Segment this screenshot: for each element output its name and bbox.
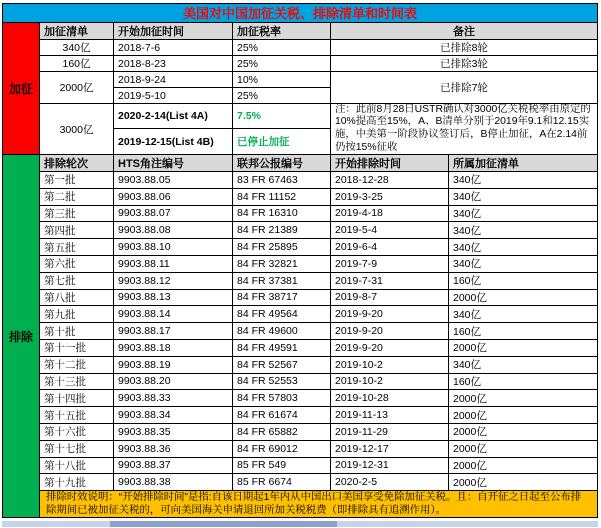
cell-fr: 84 FR 38717 <box>233 290 330 306</box>
cell-fr: 84 FR 16310 <box>233 206 330 222</box>
cell-list: 340亿 <box>449 357 597 373</box>
cell-fr: 84 FR 25895 <box>233 239 330 255</box>
cell-fr: 84 FR 52553 <box>233 374 330 390</box>
cell-list: 2000亿 <box>449 474 597 490</box>
col-header-tariff-start: 开始加征时间 <box>114 23 232 39</box>
cell-list: 160亿 <box>449 273 597 289</box>
cell-note-160: 已排除3轮 <box>331 56 597 71</box>
col-header-round: 排除轮次 <box>40 155 113 171</box>
cell-rate-340: 25% <box>233 40 330 55</box>
cell-list: 2000亿 <box>449 290 597 306</box>
cell-hts: 9903.88.05 <box>114 172 232 188</box>
cell-fr: 84 FR 37381 <box>233 273 330 289</box>
cell-date-2000-2: 2019-5-10 <box>114 88 232 103</box>
cell-date-3000-list4a: 2020-2-14(List 4A) <box>114 104 232 128</box>
exclusion-sidebar: 排除 <box>3 155 39 517</box>
cell-hts: 9903.88.13 <box>114 290 232 306</box>
cell-hts: 9903.88.20 <box>114 374 232 390</box>
cell-round: 第十八批 <box>40 458 113 474</box>
cell-hts: 9903.88.35 <box>114 424 232 440</box>
cell-date: 2019-10-2 <box>331 374 448 390</box>
cell-fr: 84 FR 69012 <box>233 441 330 457</box>
cell-round: 第八批 <box>40 290 113 306</box>
cell-round: 第四批 <box>40 222 113 238</box>
cell-round: 第十批 <box>40 323 113 339</box>
cell-round: 第十七批 <box>40 441 113 457</box>
cell-date: 2019-4-18 <box>331 206 448 222</box>
col-header-fr: 联邦公报编号 <box>233 155 330 171</box>
cell-date: 2019-9-20 <box>331 323 448 339</box>
cell-round: 第十三批 <box>40 374 113 390</box>
cell-round: 第十六批 <box>40 424 113 440</box>
cell-list-2000: 2000亿 <box>40 72 113 103</box>
cell-list: 340亿 <box>449 172 597 188</box>
tariff-sidebar: 加征 <box>3 23 39 154</box>
cell-list: 340亿 <box>449 189 597 205</box>
cell-rate-3000-list4a: 7.5% <box>233 104 330 128</box>
cell-fr: 84 FR 49591 <box>233 340 330 356</box>
cell-date: 2019-3-25 <box>331 189 448 205</box>
cell-list: 340亿 <box>449 222 597 238</box>
exclusion-section <box>3 154 597 517</box>
cell-date: 2020-2-5 <box>331 474 448 490</box>
cell-hts: 9903.88.17 <box>114 323 232 339</box>
cell-date: 2019-8-7 <box>331 290 448 306</box>
cell-date: 2019-5-4 <box>331 222 448 238</box>
col-header-tariff-rate: 加征税率 <box>233 23 330 39</box>
cell-round: 第二批 <box>40 189 113 205</box>
cell-list-340: 340亿 <box>40 40 113 55</box>
cell-hts: 9903.88.14 <box>114 306 232 322</box>
cell-round: 第十一批 <box>40 340 113 356</box>
cell-list: 2000亿 <box>449 407 597 423</box>
cell-date-2000-1: 2018-9-24 <box>114 72 232 87</box>
cell-round: 第一批 <box>40 172 113 188</box>
cell-hts: 9903.88.36 <box>114 441 232 457</box>
cell-list: 160亿 <box>449 374 597 390</box>
cell-hts: 9903.88.06 <box>114 189 232 205</box>
cell-round: 第十五批 <box>40 407 113 423</box>
cell-date-160: 2018-8-23 <box>114 56 232 71</box>
cell-hts: 9903.88.08 <box>114 222 232 238</box>
cell-fr: 84 FR 32821 <box>233 256 330 272</box>
cell-fr: 84 FR 52567 <box>233 357 330 373</box>
cell-date: 2019-6-4 <box>331 239 448 255</box>
cell-list: 340亿 <box>449 206 597 222</box>
cell-round: 第九批 <box>40 306 113 322</box>
cell-date: 2019-10-28 <box>331 390 448 406</box>
bottom-strip <box>2 521 598 527</box>
col-header-date: 开始排除时间 <box>331 155 448 171</box>
cell-fr: 84 FR 11152 <box>233 189 330 205</box>
tariff-table-sheet <box>2 3 598 518</box>
cell-list-3000: 3000亿 <box>40 104 113 154</box>
cell-fr: 85 FR 549 <box>233 458 330 474</box>
cell-hts: 9903.88.34 <box>114 407 232 423</box>
cell-fr: 83 FR 67463 <box>233 172 330 188</box>
cell-rate-2000-2: 25% <box>233 88 330 103</box>
cell-rate-160: 25% <box>233 56 330 71</box>
tariff-section <box>3 23 597 154</box>
col-header-list: 所属加征清单 <box>449 155 597 171</box>
col-header-tariff-list: 加征清单 <box>40 23 113 39</box>
cell-fr: 84 FR 65882 <box>233 424 330 440</box>
exclusion-footnote: 排除时效说明：“开始排除时间”是指:自该日期起1年内从中国出口美国享受免除加征关税。且：自开征之日起至公布排除期间已被加征关税的，可向美国海关申请退回所加关税税费（即排除具有追溯作用）。 <box>40 491 597 517</box>
cell-list: 340亿 <box>449 306 597 322</box>
cell-hts: 9903.88.38 <box>114 474 232 490</box>
cell-date: 2019-11-13 <box>331 407 448 423</box>
cell-date: 2018-12-28 <box>331 172 448 188</box>
cell-round: 第十二批 <box>40 357 113 373</box>
cell-list: 160亿 <box>449 323 597 339</box>
cell-date: 2019-12-17 <box>331 441 448 457</box>
cell-date: 2019-7-31 <box>331 273 448 289</box>
cell-hts: 9903.88.11 <box>114 256 232 272</box>
cell-hts: 9903.88.18 <box>114 340 232 356</box>
cell-fr: 84 FR 49564 <box>233 306 330 322</box>
cell-rate-3000-list4b: 已停止加征 <box>233 129 330 154</box>
cell-date: 2019-9-20 <box>331 340 448 356</box>
cell-date-3000-list4b: 2019-12-15(List 4B) <box>114 129 232 154</box>
cell-fr: 84 FR 61674 <box>233 407 330 423</box>
cell-hts: 9903.88.07 <box>114 206 232 222</box>
cell-list: 340亿 <box>449 256 597 272</box>
cell-note-3000: 注：此前8月28日USTR确认对3000亿关税税率由原定的10%提高至15%，A、B清单分别于2019年9.1和12.15实施，中美第一阶段协议签订后，B停止加征，A在2.14前仍按15%征收 <box>331 104 597 154</box>
cell-hts: 9903.88.19 <box>114 357 232 373</box>
cell-hts: 9903.88.33 <box>114 390 232 406</box>
cell-round: 第七批 <box>40 273 113 289</box>
cell-note-2000: 已排除7轮 <box>331 72 597 103</box>
cell-date-340: 2018-7-6 <box>114 40 232 55</box>
cell-list: 2000亿 <box>449 390 597 406</box>
cell-hts: 9903.88.12 <box>114 273 232 289</box>
cell-date: 2019-9-20 <box>331 306 448 322</box>
cell-round: 第六批 <box>40 256 113 272</box>
cell-hts: 9903.88.37 <box>114 458 232 474</box>
cell-fr: 84 FR 57803 <box>233 390 330 406</box>
cell-date: 2019-11-29 <box>331 424 448 440</box>
cell-round: 第三批 <box>40 206 113 222</box>
cell-date: 2019-10-2 <box>331 357 448 373</box>
cell-list-160: 160亿 <box>40 56 113 71</box>
cell-rate-2000-1: 10% <box>233 72 330 87</box>
cell-list: 2000亿 <box>449 424 597 440</box>
cell-round: 第十四批 <box>40 390 113 406</box>
page-title: 美国对中国加征关税、排除清单和时间表 <box>3 4 597 23</box>
cell-list: 2000亿 <box>449 458 597 474</box>
cell-list: 2000亿 <box>449 441 597 457</box>
cell-date: 2019-7-9 <box>331 256 448 272</box>
cell-fr: 85 FR 6674 <box>233 474 330 490</box>
cell-fr: 84 FR 49600 <box>233 323 330 339</box>
cell-round: 第十九批 <box>40 474 113 490</box>
cell-note-340: 已排除8轮 <box>331 40 597 55</box>
cell-list: 340亿 <box>449 239 597 255</box>
cell-fr: 84 FR 21389 <box>233 222 330 238</box>
cell-list: 2000亿 <box>449 340 597 356</box>
cell-round: 第五批 <box>40 239 113 255</box>
col-header-tariff-note: 备注 <box>331 23 597 39</box>
cell-date: 2019-12-31 <box>331 458 448 474</box>
bottom-strip-segment <box>110 521 337 527</box>
col-header-hts: HTS角注编号 <box>114 155 232 171</box>
cell-hts: 9903.88.10 <box>114 239 232 255</box>
